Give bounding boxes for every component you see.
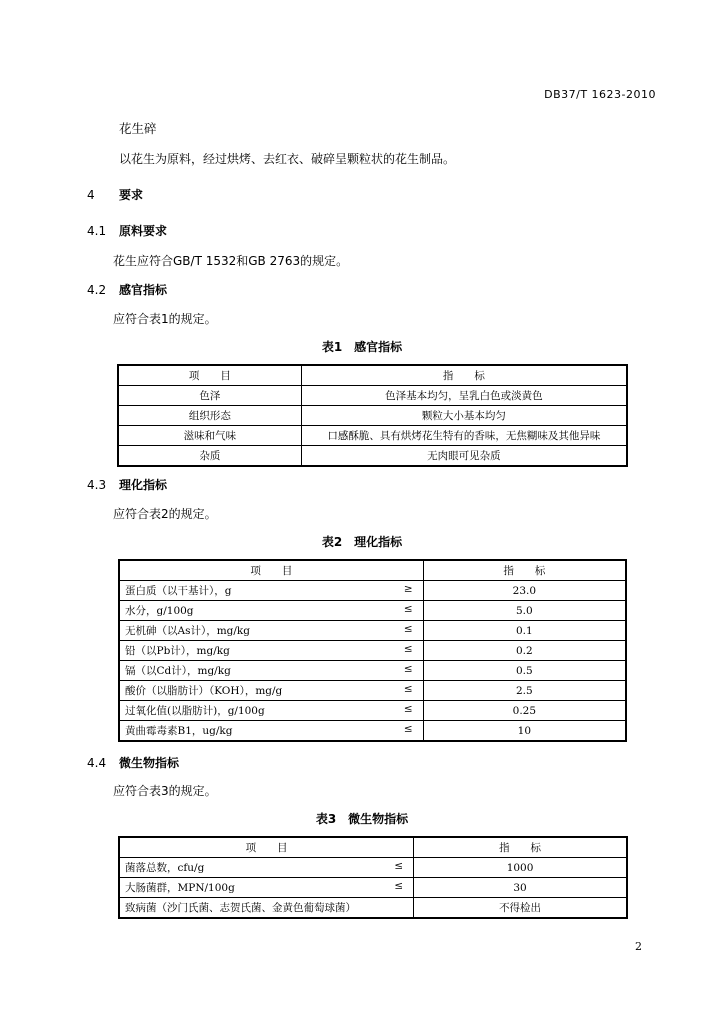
comparison-symbol: ≤ bbox=[403, 623, 413, 635]
cell-item bbox=[119, 681, 423, 701]
table-row bbox=[119, 601, 626, 621]
table-3-microbiological bbox=[118, 836, 628, 919]
cell-item: 组织形态 bbox=[118, 406, 301, 426]
table-row bbox=[118, 426, 627, 446]
section-number: 4 bbox=[87, 188, 95, 202]
header-item: 项 目 bbox=[119, 837, 414, 858]
section-title: 要求 bbox=[119, 188, 144, 202]
item-label: 大肠菌群，MPN/100g bbox=[125, 882, 235, 894]
section-4-heading bbox=[87, 186, 143, 203]
table-header-row bbox=[118, 365, 627, 386]
cell-item bbox=[119, 641, 423, 661]
section-4-3-heading bbox=[87, 476, 167, 493]
item-label: 酸价（以脂肪计）（KOH），mg/g bbox=[125, 685, 283, 697]
section-4-1-heading bbox=[87, 222, 167, 239]
cell-value: 10 bbox=[423, 721, 626, 742]
table-row bbox=[119, 641, 626, 661]
cell-item bbox=[119, 898, 414, 919]
cell-item bbox=[119, 581, 423, 601]
header-index: 指 标 bbox=[414, 837, 627, 858]
standard-code: DB37/T 1623-2010 bbox=[544, 88, 656, 101]
section-4-4-heading bbox=[87, 754, 179, 771]
cell-item: 色泽 bbox=[118, 386, 301, 406]
section-4-4-text: 应符合表3的规定。 bbox=[113, 784, 217, 798]
table-row bbox=[119, 721, 626, 742]
item-label: 镉（以Cd计），mg/kg bbox=[125, 665, 231, 677]
table-row bbox=[118, 386, 627, 406]
cell-value: 5.0 bbox=[423, 601, 626, 621]
header-index: 指 标 bbox=[301, 365, 627, 386]
cell-item bbox=[119, 878, 414, 898]
cell-value: 30 bbox=[414, 878, 627, 898]
cell-item bbox=[119, 858, 414, 878]
section-number: 4.3 bbox=[87, 478, 107, 492]
cell-item bbox=[119, 621, 423, 641]
table-1-sensory bbox=[117, 364, 628, 467]
section-number: 4.1 bbox=[87, 224, 107, 238]
comparison-symbol: ≤ bbox=[403, 643, 413, 655]
cell-item bbox=[119, 721, 423, 742]
table-header-row bbox=[119, 560, 626, 581]
term-name: 花生碎 bbox=[119, 121, 157, 136]
cell-value: 1000 bbox=[414, 858, 627, 878]
table-2-caption: 表2 理化指标 bbox=[321, 535, 403, 549]
header-index: 指 标 bbox=[423, 560, 626, 581]
table-header-row bbox=[119, 837, 627, 858]
cell-item bbox=[119, 701, 423, 721]
comparison-symbol: ≤ bbox=[394, 860, 404, 872]
section-number: 4.2 bbox=[87, 283, 107, 297]
cell-index: 无肉眼可见杂质 bbox=[301, 446, 627, 467]
section-title: 理化指标 bbox=[119, 478, 168, 492]
cell-item: 滋味和气味 bbox=[118, 426, 301, 446]
cell-value: 23.0 bbox=[423, 581, 626, 601]
cell-index: 口感酥脆、具有烘烤花生特有的香味，无焦糊味及其他异味 bbox=[301, 426, 627, 446]
table-1-caption: 表1 感官指标 bbox=[321, 340, 403, 354]
cell-value: 0.2 bbox=[423, 641, 626, 661]
header-item: 项 目 bbox=[118, 365, 301, 386]
cell-value: 0.25 bbox=[423, 701, 626, 721]
section-number: 4.4 bbox=[87, 756, 107, 770]
table-row bbox=[119, 581, 626, 601]
comparison-symbol: ≤ bbox=[403, 683, 413, 695]
table-row bbox=[119, 701, 626, 721]
table-row bbox=[119, 878, 627, 898]
table-row bbox=[119, 661, 626, 681]
table-row bbox=[119, 898, 627, 919]
item-label: 黄曲霉毒素B1，ug/kg bbox=[125, 725, 233, 737]
cell-item: 杂质 bbox=[118, 446, 301, 467]
item-label: 菌落总数，cfu/g bbox=[125, 862, 205, 874]
comparison-symbol: ≤ bbox=[403, 603, 413, 615]
cell-value: 不得检出 bbox=[414, 898, 627, 919]
table-row bbox=[119, 621, 626, 641]
table-2-physicochemical bbox=[118, 559, 627, 742]
table-row bbox=[118, 446, 627, 467]
cell-value: 0.1 bbox=[423, 621, 626, 641]
cell-value: 0.5 bbox=[423, 661, 626, 681]
page-number: 2 bbox=[635, 940, 642, 953]
table-3-caption: 表3 微生物指标 bbox=[315, 812, 409, 826]
cell-item bbox=[119, 601, 423, 621]
header-item: 项 目 bbox=[119, 560, 423, 581]
item-label: 铅（以Pb计），mg/kg bbox=[125, 645, 230, 657]
item-label: 水分，g/100g bbox=[125, 605, 194, 617]
comparison-symbol: ≤ bbox=[394, 880, 404, 892]
item-label: 致病菌（沙门氏菌、志贺氏菌、金黄色葡萄球菌） bbox=[125, 902, 356, 914]
comparison-symbol: ≤ bbox=[403, 703, 413, 715]
item-label: 过氧化值(以脂肪计)，g/100g bbox=[125, 705, 265, 717]
comparison-symbol: ≤ bbox=[403, 723, 413, 735]
cell-item bbox=[119, 661, 423, 681]
table-row bbox=[119, 858, 627, 878]
table-row bbox=[118, 406, 627, 426]
section-4-2-text: 应符合表1的规定。 bbox=[113, 312, 217, 326]
comparison-symbol: ≥ bbox=[403, 583, 413, 595]
section-title: 感官指标 bbox=[119, 283, 168, 297]
section-4-2-heading bbox=[87, 281, 167, 298]
cell-value: 2.5 bbox=[423, 681, 626, 701]
section-4-1-text: 花生应符合GB/T 1532和GB 2763的规定。 bbox=[113, 254, 349, 268]
section-title: 原料要求 bbox=[119, 224, 168, 238]
item-label: 蛋白质（以干基计），g bbox=[125, 585, 232, 597]
section-title: 微生物指标 bbox=[119, 756, 180, 770]
item-label: 无机砷（以As计），mg/kg bbox=[125, 625, 251, 637]
cell-index: 色泽基本均匀，呈乳白色或淡黄色 bbox=[301, 386, 627, 406]
term-definition: 以花生为原料，经过烘烤、去红衣、破碎呈颗粒状的花生制品。 bbox=[119, 152, 456, 166]
cell-index: 颗粒大小基本均匀 bbox=[301, 406, 627, 426]
comparison-symbol: ≤ bbox=[403, 663, 413, 675]
section-4-3-text: 应符合表2的规定。 bbox=[113, 507, 217, 521]
table-row bbox=[119, 681, 626, 701]
